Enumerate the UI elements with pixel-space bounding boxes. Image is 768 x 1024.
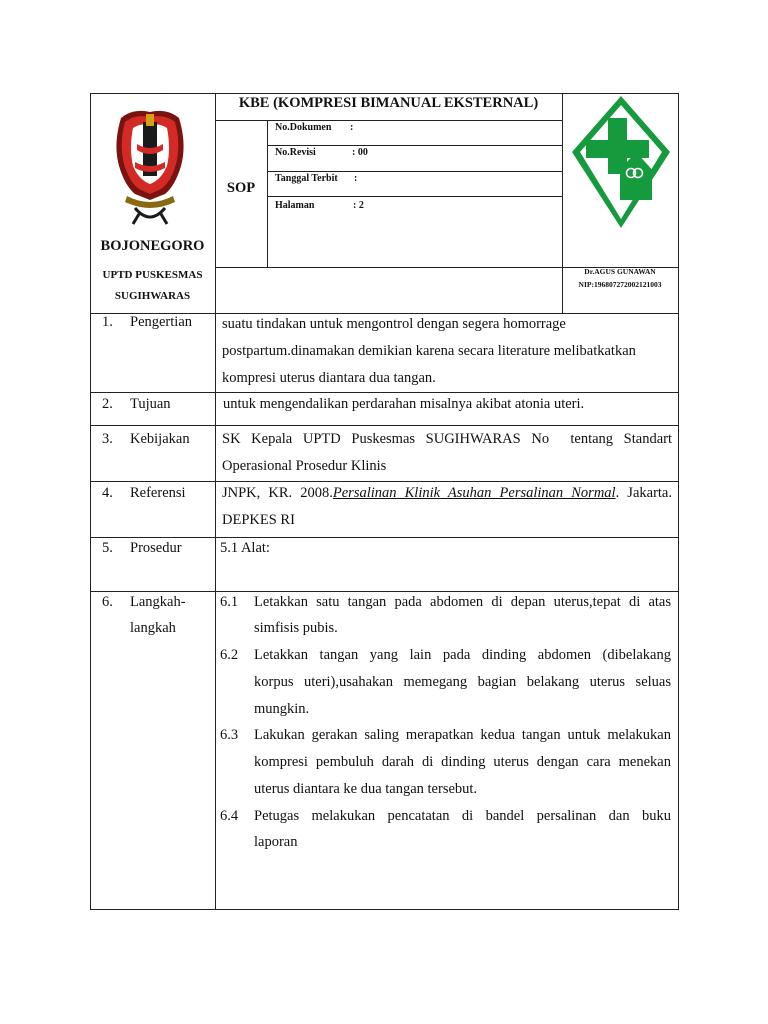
prosedur-text: 5.1 Alat: [220, 540, 270, 556]
kebijakan-line2: Operasional Prosedur Klinis [222, 458, 387, 474]
bojonegoro-emblem-logo [113, 104, 187, 228]
field-label: Tanggal Terbit [275, 173, 338, 184]
text-line: suatu tindakan untuk mengontrol dengan segera homorrage [222, 316, 566, 332]
document-title: KBE (KOMPRESI BIMANUAL EKSTERNAL) [238, 95, 539, 111]
step-first-line: Lakukan gerakan saling merapatkan kedua tangan untuk melakukan [254, 727, 671, 743]
step-rest: korpus uteri),usahakan memegang bagian belakang uterus seluas mungkin. [254, 674, 671, 717]
field-label: No.Revisi [275, 147, 316, 158]
text-line: postpartum.dinamakan demikian karena secara literature melibatkatkan [222, 343, 636, 359]
signer-nip: NIP:196807272002121003 [578, 280, 662, 289]
referensi-book-title: Persalinan Klinik Asuhan Persalinan Normal [332, 485, 616, 501]
region-name: BOJONEGORO [100, 238, 205, 254]
referensi-author: JNPK, KR. 2008. [222, 485, 333, 501]
referensi-place: . Jakarta. [615, 485, 672, 501]
row-number: 4. [102, 485, 113, 501]
puskesmas-logo [568, 94, 674, 232]
text-line: kompresi uterus diantara dua tangan. [222, 370, 436, 386]
tujuan-text: untuk mengendalikan perdarahan misalnya akibat atonia uteri. [223, 396, 585, 412]
row-number: 6. [102, 594, 113, 610]
field-halaman [275, 200, 364, 211]
row-label-referensi: Referensi [130, 485, 186, 501]
field-no-dokumen [275, 122, 354, 133]
step-rest: laporan [254, 834, 298, 850]
kebijakan-line1: SK Kepala UPTD Puskesmas SUGIHWARAS No tentang Standart [222, 431, 672, 447]
pengertian-text [222, 311, 674, 392]
step-first-line: Letakkan satu tangan pada abdomen di depan uterus,tepat di atas [254, 594, 671, 610]
field-no-revisi [275, 147, 368, 158]
field-value: : [354, 173, 358, 184]
step-number: 6.4 [220, 808, 239, 824]
field-label: Halaman [275, 200, 315, 211]
row-label-tujuan: Tujuan [130, 396, 171, 412]
signer-name: Dr.AGUS GUNAWAN [584, 267, 656, 276]
row-number: 1. [102, 314, 113, 330]
step-rest: kompresi pembuluh darah di dinding uterus dengan cara menekan uterus diantara ke dua tangan tersebut. [254, 754, 671, 797]
referensi-line2: DEPKES RI [222, 512, 295, 528]
row-label-prosedur: Prosedur [130, 540, 182, 556]
step-first-line: Petugas melakukan pencatatan di bandel persalinan dan buku [254, 808, 671, 824]
row-label-langkah-line2: langkah [130, 620, 176, 636]
field-value: : 00 [352, 147, 368, 158]
unit-name-line2: SUGIHWARAS [114, 290, 191, 302]
field-value: : 2 [353, 200, 364, 211]
field-tanggal-terbit [275, 173, 358, 184]
row-number: 5. [102, 540, 113, 556]
step-number: 6.1 [220, 594, 239, 610]
row-label-pengertian: Pengertian [130, 314, 193, 330]
row-label-kebijakan: Kebijakan [130, 431, 190, 447]
step-number: 6.2 [220, 647, 239, 663]
sop-label: SOP [226, 180, 256, 196]
step-first-line: Letakkan tangan yang lain pada dinding abdomen (dibelakang [254, 647, 671, 663]
step-rest: simfisis pubis. [254, 620, 338, 636]
field-value: : [350, 122, 354, 133]
referensi-line1 [222, 485, 672, 502]
unit-name-line1: UPTD PUSKESMAS [102, 269, 203, 281]
row-number: 3. [102, 431, 113, 447]
row-number: 2. [102, 396, 113, 412]
field-label: No.Dokumen [275, 122, 332, 133]
row-label-langkah-line1: Langkah- [130, 594, 186, 610]
step-number: 6.3 [220, 727, 239, 743]
